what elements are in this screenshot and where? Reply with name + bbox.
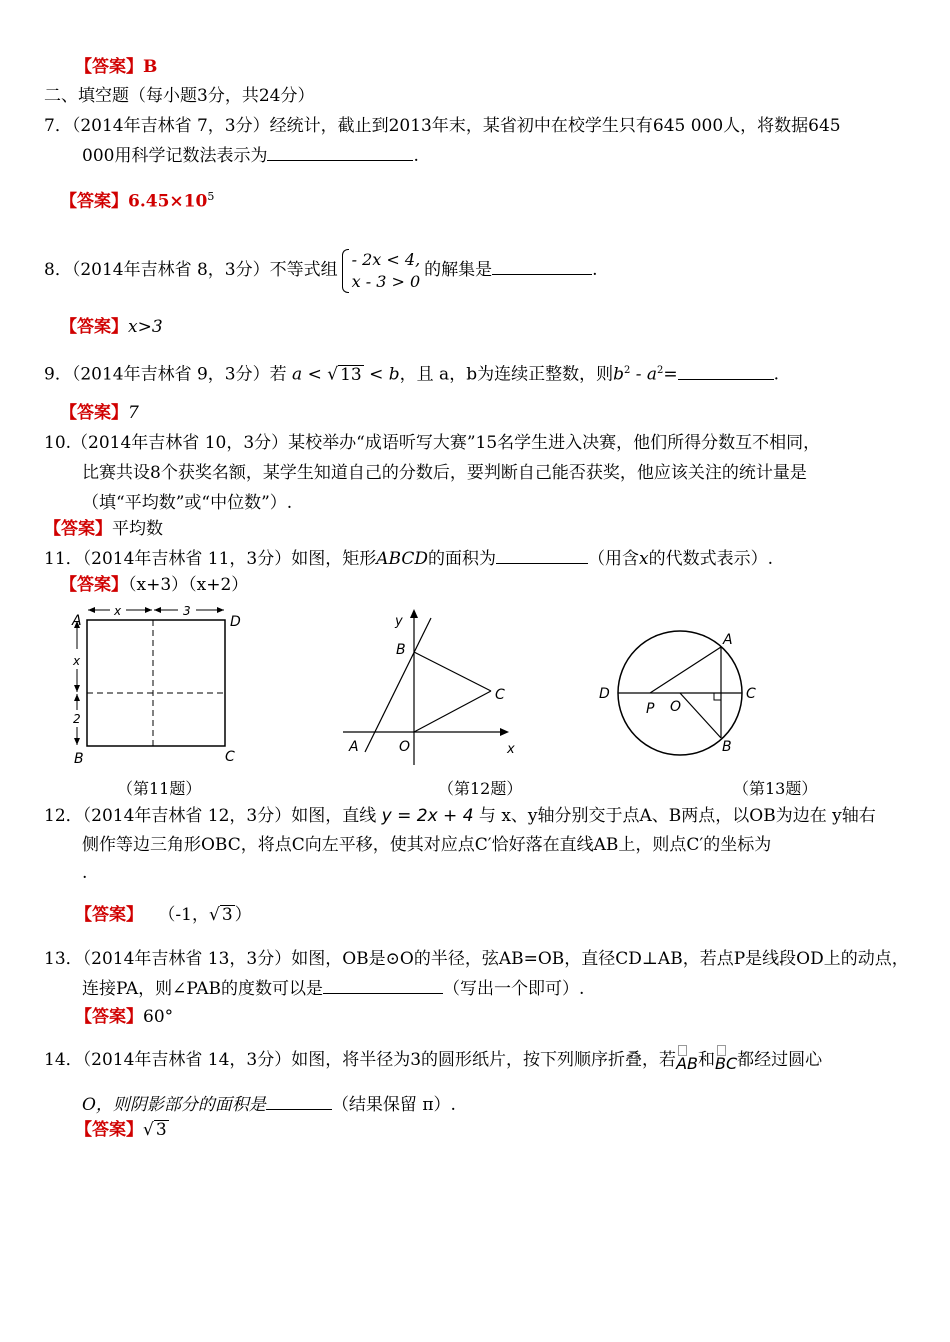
q12-line2: 侧作等边三角形OBC，将点C向左平移，使其对应点C′恰好落在直线AB上，则点C′的坐标为 — [82, 835, 772, 855]
q9-text: 9．（2014年吉林省 9，3分）若 — [44, 364, 287, 385]
answer-tag: 【答案】 — [60, 191, 128, 212]
q14-answer — [75, 1119, 169, 1141]
q6-answer — [75, 56, 157, 78]
caption-12: （第12题） — [438, 779, 523, 798]
answer-value: 60° — [143, 1007, 174, 1027]
answer-exponent: 5 — [207, 190, 215, 203]
arc-label: BC — [714, 1054, 738, 1073]
label-B: B — [74, 751, 84, 767]
var-x: x — [638, 549, 649, 569]
figure-11 — [60, 605, 260, 770]
q8-text: 8．（2014年吉林省 8，3分）不等式组 — [44, 260, 338, 280]
label-B: B — [396, 642, 406, 658]
answer-tag: 【答案】 — [60, 403, 128, 423]
q7-answer — [60, 186, 214, 213]
answer-tag: 【答案】 — [60, 317, 128, 337]
math: a < — [292, 364, 322, 385]
answer-tag: 【答案】 — [75, 1007, 143, 1027]
q8-line — [44, 246, 598, 294]
math: b — [613, 364, 624, 385]
q7-end: . — [413, 146, 419, 166]
label-C: C — [225, 749, 235, 765]
math: < b — [369, 364, 400, 385]
arrowhead — [74, 685, 80, 692]
label-D: D — [230, 614, 241, 630]
q9-line — [44, 360, 779, 386]
label-O: O — [399, 739, 411, 755]
arrowhead — [217, 607, 224, 613]
equals: = — [663, 364, 678, 385]
q12-text-2: 与 x、y轴分别交于点A、B两点，以OB为边在 y轴右 — [478, 806, 876, 826]
q13-line1: 13．（2014年吉林省 13，3分）如图，OB是⊙O的半径，弦AB=OB，直径CD⊥AB，若点P是线段OD上的动点， — [44, 949, 909, 969]
label-A: A — [349, 739, 359, 755]
q14-line1 — [44, 1049, 822, 1071]
answer-value: 7 — [128, 403, 139, 423]
label-y: y — [395, 614, 403, 629]
label-x-side: x — [73, 654, 81, 668]
label-C: C — [746, 686, 756, 702]
label-three: 3 — [183, 605, 191, 618]
arc-label: AB — [676, 1054, 698, 1073]
arrowhead — [74, 738, 80, 745]
label-x-top: x — [114, 605, 122, 618]
segment-OC — [414, 691, 491, 732]
arc-BC — [715, 1049, 737, 1071]
rect-name: ABCD — [376, 549, 428, 569]
y-arrowhead — [410, 609, 418, 618]
q12-line3: . — [82, 863, 88, 883]
brace — [342, 249, 349, 293]
q11-text-3: （用含 — [587, 549, 639, 569]
q10-line1: 10.（2014年吉林省 10，3分）某校举办“成语听写大赛”15名学生进入决赛，他们所得分数互不相同， — [44, 433, 821, 453]
segment-BC — [414, 652, 491, 691]
inequality-system — [342, 249, 421, 293]
q9-text-2: ，且 a，b为连续正整数，则 — [399, 364, 614, 385]
q10-line2: 比赛共设8个获奖名额，某学生知道自己的分数后，要判断自己能否获奖，他应该关注的统计量是 — [82, 463, 807, 483]
label-B: B — [722, 739, 732, 755]
q8-text-2: 的解集是 — [424, 260, 493, 280]
inequality-2: x - 3 > 0 — [351, 271, 421, 291]
figure-12 — [335, 605, 535, 770]
answer-tag: 【答案】 — [75, 905, 143, 925]
q7-line1: 7．（2014年吉林省 7，3分）经统计，截止到2013年末，某省初中在校学生只有645 000人，将数据645 — [44, 116, 841, 136]
q13-text-2: （写出一个即可）. — [443, 979, 585, 999]
answer-tag: 【答案】 — [60, 575, 128, 595]
caption-11: （第11题） — [117, 779, 202, 798]
sqrt-symbol: √ — [143, 1120, 154, 1140]
section-heading: 二、填空题（每小题3分，共24分） — [44, 86, 315, 106]
sqrt-value: 3 — [155, 1120, 167, 1140]
answer-value: x>3 — [128, 317, 163, 337]
equation: y = 2x + 4 — [381, 806, 474, 826]
q9-answer — [60, 402, 139, 424]
sqrt-symbol: √ — [327, 364, 339, 385]
answer-tag: 【答案】 — [75, 57, 143, 77]
answer-value: 平均数 — [112, 519, 163, 539]
q14-text-4: （结果保留 π）. — [331, 1095, 456, 1115]
answer-blank — [267, 144, 413, 161]
arrowhead — [74, 694, 80, 701]
right-angle-mark — [714, 693, 721, 700]
q11-text-2: 的面积为 — [427, 549, 496, 569]
q13-answer — [75, 1006, 173, 1028]
label-O: O — [670, 699, 682, 715]
answer-post: ） — [234, 905, 252, 925]
segment-PA — [650, 647, 721, 693]
answer-blank — [496, 547, 588, 564]
answer-value: B — [143, 57, 158, 77]
arc-AB — [676, 1049, 698, 1071]
q14-text-2: 都经过圆心 — [737, 1050, 823, 1070]
q8-end: . — [592, 260, 598, 280]
q11-text: 11．（2014年吉林省 11，3分）如图，矩形 — [44, 549, 377, 569]
figure-13 — [590, 620, 780, 770]
label-C: C — [495, 687, 505, 703]
q13-line2 — [82, 977, 584, 1000]
q12-line1 — [44, 805, 876, 827]
exponent: 2 — [623, 365, 631, 376]
sqrt-value: 13 — [340, 364, 362, 385]
q14-text-3: O，则阴影部分的面积是 — [82, 1095, 266, 1115]
q14-line2 — [82, 1093, 456, 1116]
inequality-1: - 2x < 4, — [351, 249, 421, 269]
sqrt-value: 3 — [221, 905, 233, 925]
caption-13: （第13题） — [733, 779, 818, 798]
arrowhead — [88, 607, 95, 613]
q10-line3: （填“平均数”或“中位数”）. — [82, 493, 293, 513]
q11-line — [44, 547, 773, 570]
label-D: D — [599, 686, 610, 702]
label-P: P — [646, 701, 655, 717]
math: - a — [630, 364, 658, 385]
answer-blank — [266, 1093, 332, 1110]
exponent: 2 — [657, 365, 664, 376]
q12-text: 12．（2014年吉林省 12，3分）如图，直线 — [44, 806, 377, 826]
answer-pre: （-1， — [158, 905, 209, 925]
q11-answer — [60, 574, 248, 596]
label-A: A — [723, 632, 733, 648]
x-arrowhead — [500, 728, 509, 736]
rectangle — [87, 620, 225, 746]
answer-blank — [492, 258, 592, 275]
q8-answer — [60, 316, 163, 338]
label-two: 2 — [73, 712, 81, 726]
sqrt-symbol: √ — [208, 905, 220, 925]
arrowhead — [154, 607, 161, 613]
q14-text: 14．（2014年吉林省 14，3分）如图，将半径为3的圆形纸片，按下列顺序折叠，若 — [44, 1050, 677, 1070]
and: 和 — [697, 1050, 715, 1070]
q7-text: 000用科学记数法表示为 — [82, 146, 268, 166]
answer-blank — [678, 363, 774, 380]
q11-text-4: 的代数式表示）. — [648, 549, 773, 569]
q13-text: 连接PA，则∠PAB的度数可以是 — [82, 979, 324, 999]
label-x: x — [507, 742, 515, 757]
q9-end: . — [773, 364, 780, 385]
q10-answer — [44, 518, 163, 540]
answer-value: 6.45×10 — [128, 191, 208, 212]
arrowhead — [145, 607, 152, 613]
q7-line2 — [82, 144, 419, 167]
label-A: A — [72, 613, 82, 629]
q12-answer — [75, 904, 252, 926]
answer-tag: 【答案】 — [44, 519, 112, 539]
answer-value: （x+3）（x+2） — [128, 575, 249, 595]
answer-blank — [323, 977, 443, 994]
answer-tag: 【答案】 — [75, 1120, 143, 1140]
